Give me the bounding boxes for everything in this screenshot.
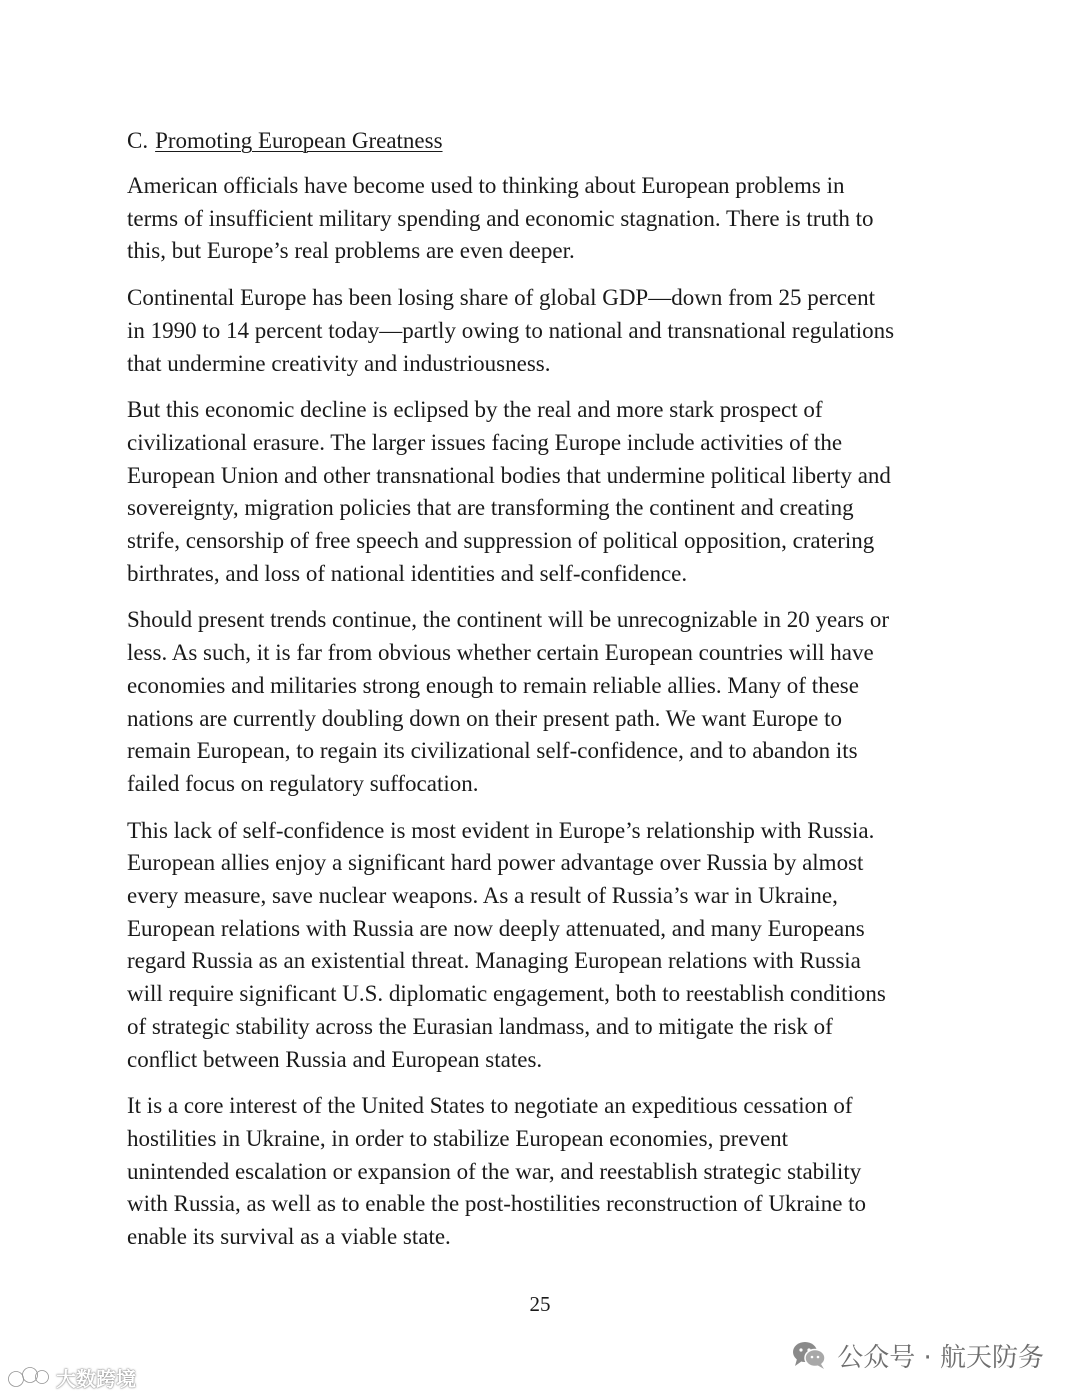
text-line: in 1990 to 14 percent today—partly owing to national and transnational regulations bbox=[127, 317, 895, 343]
paragraph bbox=[127, 604, 957, 800]
watermark-right-text: 公众号 · 航天防务 bbox=[837, 1342, 1044, 1373]
watermark-left-text: 大数跨境 bbox=[56, 1366, 136, 1391]
text-line: less. As such, it is far from obvious whether certain European countries will have bbox=[127, 640, 874, 666]
page-number: 25 bbox=[529, 1292, 551, 1316]
text-line: Should present trends continue, the continent will be unrecognizable in 20 years or bbox=[127, 607, 889, 633]
text-line: with Russia, as well as to enable the post-hostilities reconstruction of Ukraine to bbox=[127, 1191, 867, 1217]
text-line: this, but Europe’s real problems are even deeper. bbox=[127, 238, 575, 264]
text-line: Continental Europe has been losing share of global GDP—down from 25 percent bbox=[127, 285, 875, 311]
paragraph bbox=[127, 282, 957, 380]
text-line: strife, censorship of free speech and suppression of political opposition, cratering bbox=[127, 528, 875, 554]
text-line: nations are currently doubling down on their present path. We want Europe to bbox=[127, 705, 843, 731]
text-line: civilizational erasure. The larger issues facing Europe include activities of the bbox=[127, 429, 843, 455]
text-line: sovereignty, migration policies that are transforming the continent and creating bbox=[127, 495, 854, 521]
section-heading bbox=[127, 124, 957, 157]
wechat-icon bbox=[791, 1340, 827, 1370]
paragraph-list bbox=[127, 170, 957, 1254]
text-line: This lack of self-confidence is most evident in Europe’s relationship with Russia. bbox=[127, 817, 875, 843]
text-line: American officials have become used to thinking about European problems in bbox=[127, 173, 845, 198]
text-line: economies and militaries strong enough to remain reliable allies. Many of these bbox=[127, 672, 859, 698]
text-line: hostilities in Ukraine, in order to stabilize European economies, prevent bbox=[127, 1125, 789, 1151]
text-line: failed focus on regulatory suffocation. bbox=[127, 770, 479, 796]
text-line: European Union and other transnational bodies that undermine political liberty and bbox=[127, 462, 891, 488]
text-line: But this economic decline is eclipsed by the real and more stark prospect of bbox=[127, 397, 823, 423]
text-line: remain European, to regain its civilizational self-confidence, and to abandon its bbox=[127, 738, 858, 764]
paragraph bbox=[127, 1090, 957, 1254]
watermark-right bbox=[791, 1338, 1044, 1372]
text-line: regard Russia as an existential threat. Managing European relations with Russia bbox=[127, 948, 861, 974]
page-content bbox=[127, 124, 957, 1268]
text-line: will require significant U.S. diplomatic engagement, both to reestablish conditions bbox=[127, 981, 886, 1007]
brand-logo-icon bbox=[8, 1365, 50, 1389]
text-line: conflict between Russia and European states. bbox=[127, 1046, 543, 1072]
text-line: European relations with Russia are now deeply attenuated, and many Europeans bbox=[127, 915, 865, 941]
text-line: of strategic stability across the Eurasian landmass, and to mitigate the risk of bbox=[127, 1013, 833, 1039]
paragraph bbox=[127, 815, 957, 1077]
section-title: Promoting European Greatness bbox=[155, 128, 443, 153]
text-line: enable its survival as a viable state. bbox=[127, 1224, 451, 1250]
text-line: that undermine creativity and industriousness. bbox=[127, 350, 551, 376]
section-letter: C. bbox=[127, 128, 149, 153]
text-line: terms of insufficient military spending and economic stagnation. There is truth to bbox=[127, 205, 874, 231]
text-line: It is a core interest of the United States to negotiate an expeditious cessation of bbox=[127, 1093, 853, 1119]
text-line: birthrates, and loss of national identities and self-confidence. bbox=[127, 560, 688, 586]
paragraph bbox=[127, 394, 957, 590]
text-line: unintended escalation or expansion of the war, and reestablish strategic stability bbox=[127, 1158, 862, 1184]
text-line: every measure, save nuclear weapons. As a result of Russia’s war in Ukraine, bbox=[127, 883, 838, 909]
text-line: European allies enjoy a significant hard power advantage over Russia by almost bbox=[127, 850, 864, 876]
paragraph bbox=[127, 170, 957, 268]
watermark-left bbox=[8, 1362, 136, 1392]
